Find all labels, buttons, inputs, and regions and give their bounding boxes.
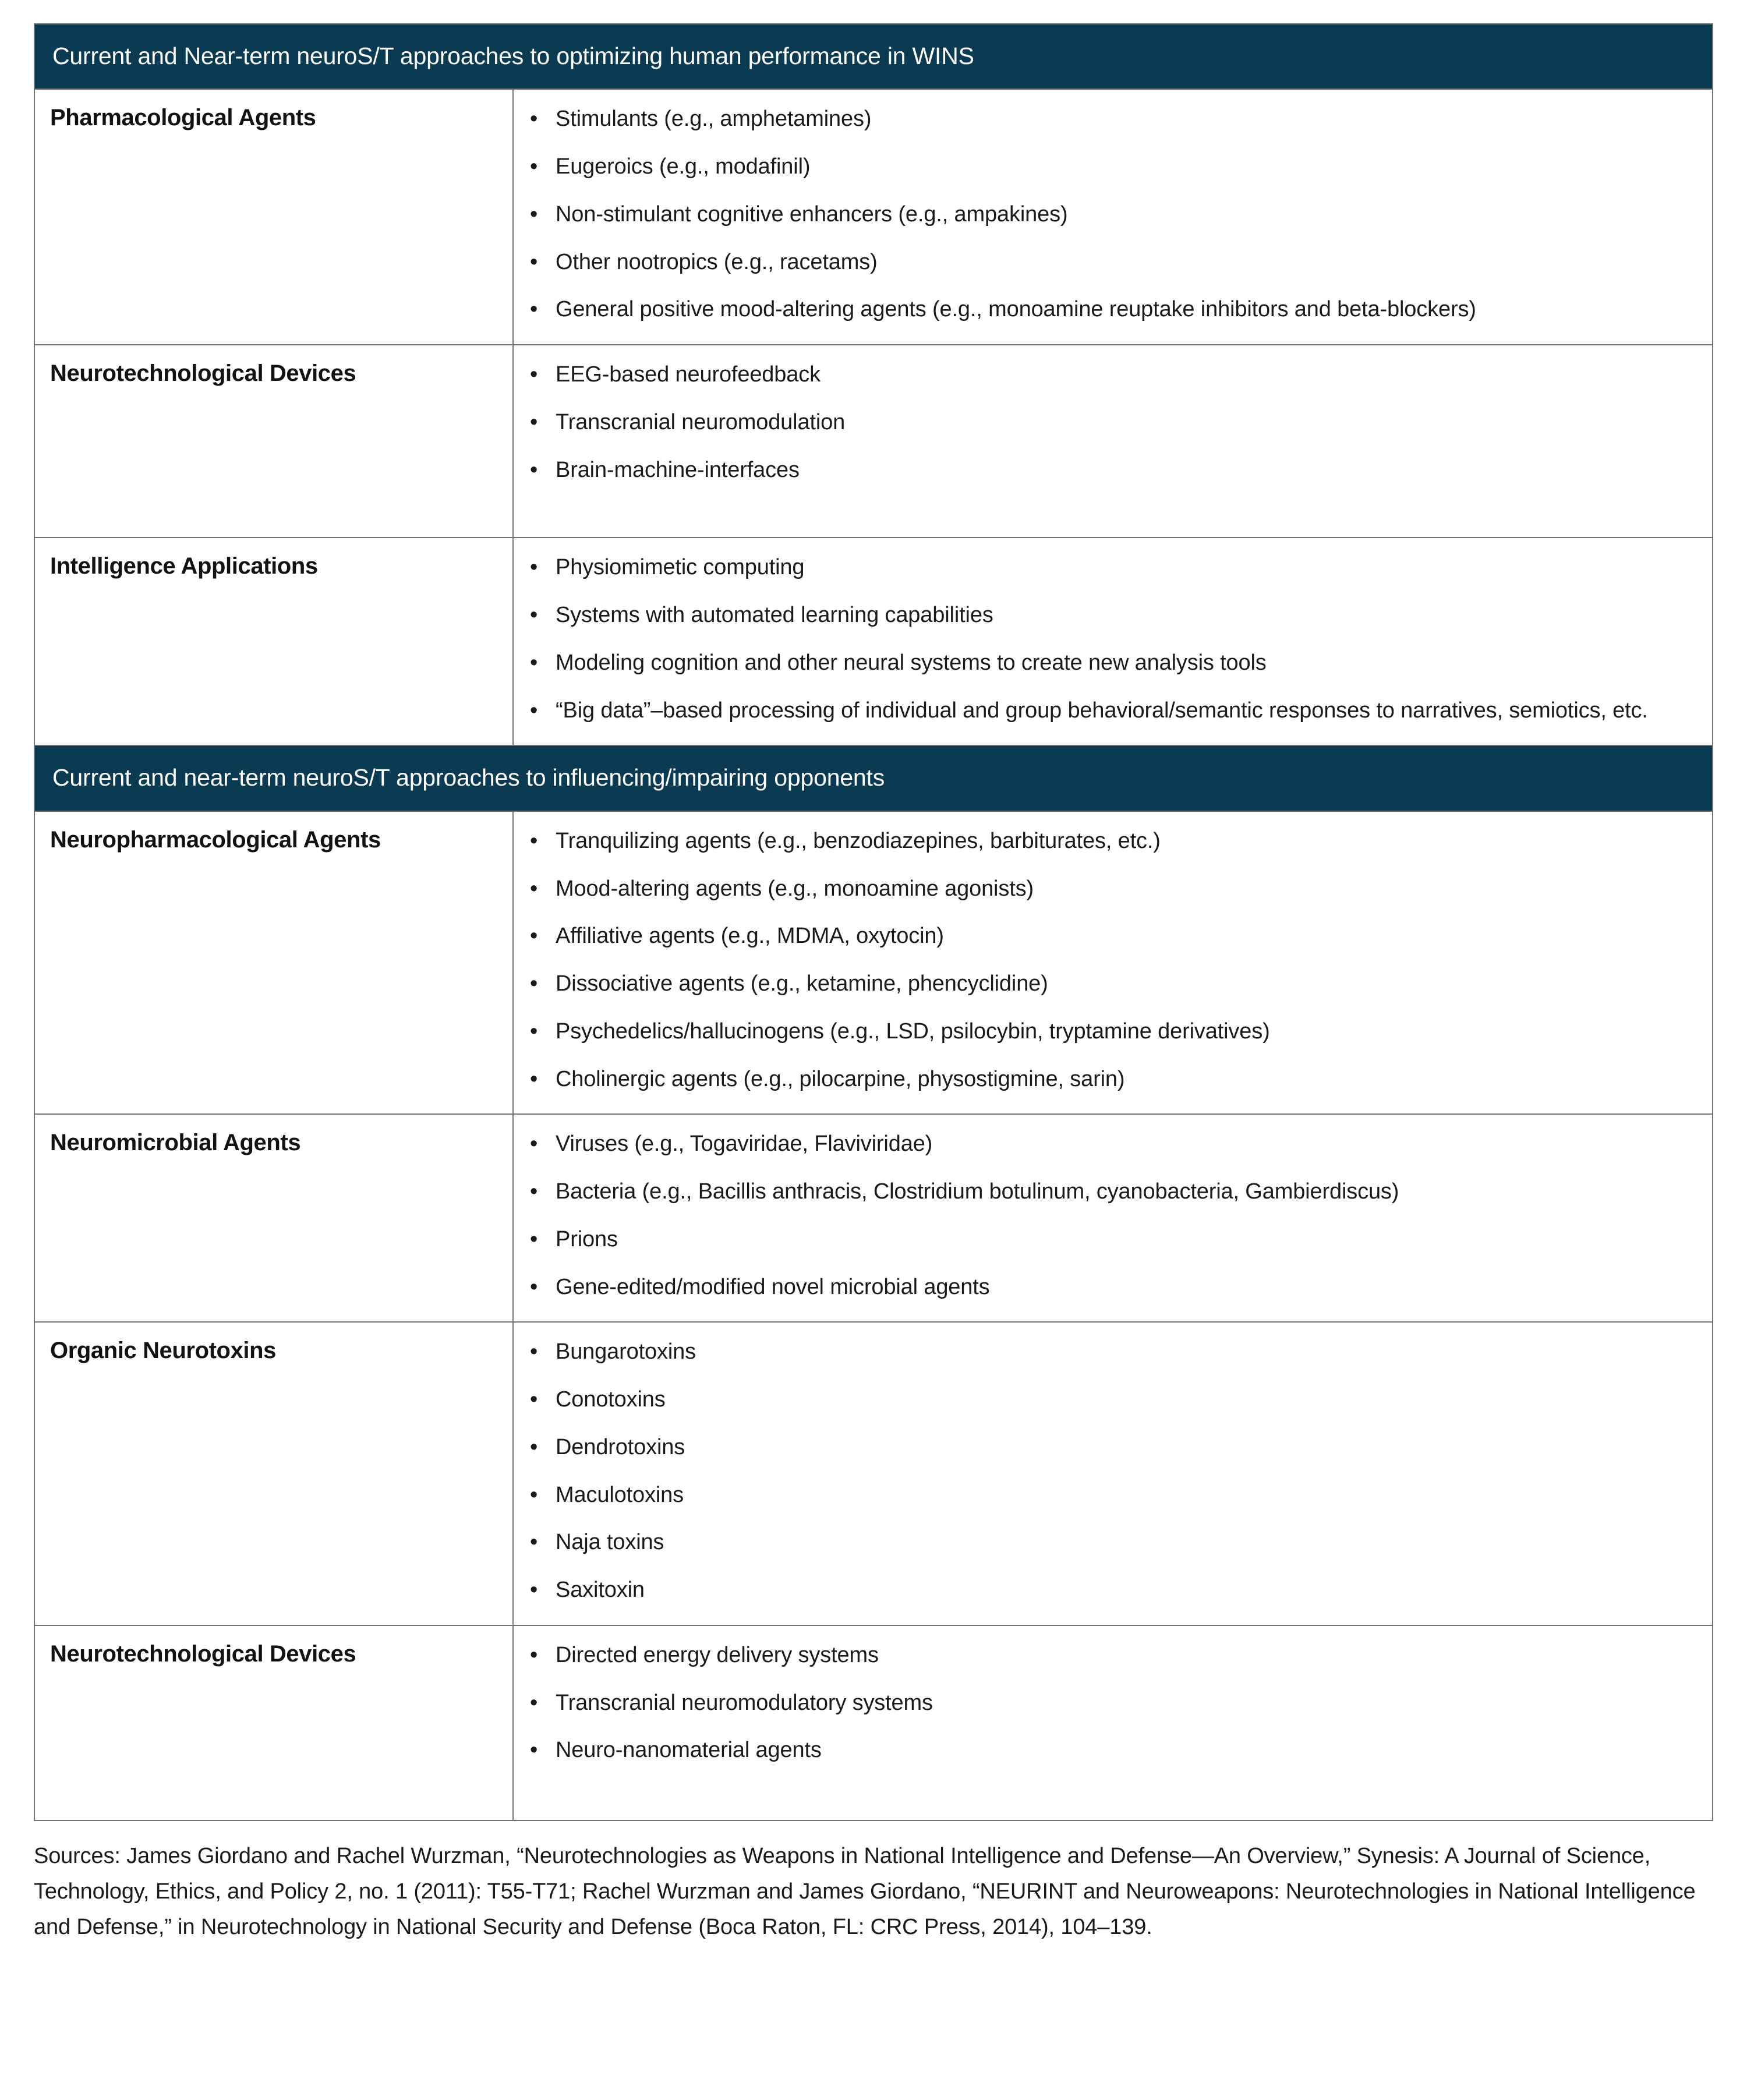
items-cell [513, 1625, 1713, 1820]
list-item [519, 1015, 1689, 1049]
list-item [519, 406, 1689, 440]
table-row [34, 811, 1713, 1115]
bullet-list [519, 551, 1689, 727]
bullet-dot-icon: • [530, 924, 538, 949]
table-row [34, 89, 1713, 345]
bullet-dot-icon: • [530, 1066, 538, 1091]
category-cell [34, 1114, 513, 1322]
list-item [519, 646, 1689, 680]
bullet-dot-icon: • [530, 107, 538, 132]
list-item [519, 454, 1689, 487]
list-item-text: Conotoxins [556, 1387, 666, 1412]
items-cell [513, 811, 1713, 1115]
table-row [34, 1625, 1713, 1820]
bullet-dot-icon: • [530, 1019, 538, 1044]
bullet-dot-icon: • [530, 1738, 538, 1763]
list-item-text: Physiomimetic computing [556, 555, 805, 580]
bullet-dot-icon: • [530, 1578, 538, 1602]
bullet-dot-icon: • [530, 1482, 538, 1507]
list-item-text: Dissociative agents (e.g., ketamine, phencyclidine) [556, 971, 1048, 996]
items-cell [513, 1114, 1713, 1322]
items-cell [513, 1322, 1713, 1625]
list-item [519, 1127, 1689, 1161]
section-header-cell [34, 745, 1713, 811]
list-item-text: Stimulants (e.g., amphetamines) [556, 107, 872, 132]
bullet-dot-icon: • [530, 201, 538, 227]
bullet-dot-icon: • [530, 971, 538, 996]
list-item-text: Cholinergic agents (e.g., pilocarpine, physostigmine, sarin) [556, 1066, 1125, 1091]
list-item [519, 1271, 1689, 1304]
items-cell [513, 345, 1713, 538]
bullet-dot-icon: • [530, 1226, 538, 1251]
list-item [519, 246, 1689, 280]
bullet-dot-icon: • [530, 249, 538, 274]
list-item-text: Naja toxins [556, 1530, 664, 1555]
list-item [519, 694, 1689, 728]
bullet-dot-icon: • [530, 603, 538, 628]
category-label: Neurotechnological Devices [50, 1641, 356, 1667]
list-item-text: Brain-machine-interfaces [556, 457, 800, 482]
list-item-text: Transcranial neuromodulation [556, 409, 846, 434]
cell-spacer [519, 1767, 1689, 1802]
items-cell [513, 538, 1713, 745]
bullet-dot-icon: • [530, 876, 538, 901]
list-item [519, 1526, 1689, 1560]
list-item-text: Tranquilizing agents (e.g., benzodiazepines, barbiturates, etc.) [556, 828, 1161, 853]
list-item [519, 102, 1689, 136]
list-item-text: Prions [556, 1226, 618, 1251]
list-item [519, 1335, 1689, 1369]
list-item [519, 920, 1689, 953]
bullet-list [519, 1127, 1689, 1304]
category-cell [34, 345, 513, 538]
bullet-dot-icon: • [530, 409, 538, 434]
list-item [519, 1175, 1689, 1209]
sources-note: Sources: James Giordano and Rachel Wurzman, “Neurotechnologies as Weapons in National Intelligence and Defense—An Overview,” Synesis: A Journal of Science, Technology, Ethics, and Policy 2, no. 1 (2011): T55-T71; Rachel Wurzman and James Giordano, “NEURINT and Neuroweapons: Neurotechnologies in National Intelligence and Defense,” in Neurotechnology in National Security and Defense (Boca Raton, FL: CRC Press, 2014), 104–139. [34, 1844, 1696, 1939]
category-cell [34, 811, 513, 1115]
category-cell [34, 538, 513, 745]
category-label: Intelligence Applications [50, 553, 318, 579]
category-label: Organic Neurotoxins [50, 1338, 277, 1364]
list-item-text: Gene-edited/modified novel microbial agents [556, 1274, 990, 1299]
bullet-dot-icon: • [530, 457, 538, 482]
list-item-text: Maculotoxins [556, 1482, 684, 1507]
list-item-text: Neuro-nanomaterial agents [556, 1738, 822, 1763]
bullet-dot-icon: • [530, 1530, 538, 1555]
table-row [34, 345, 1713, 538]
list-item-text: Bungarotoxins [556, 1339, 696, 1364]
section-header-cell [34, 24, 1713, 89]
list-item-text: Psychedelics/hallucinogens (e.g., LSD, psilocybin, tryptamine derivatives) [556, 1019, 1270, 1044]
list-item [519, 551, 1689, 585]
bullet-list [519, 358, 1689, 487]
list-item [519, 1639, 1689, 1673]
category-label: Neuromicrobial Agents [50, 1130, 301, 1156]
list-item [519, 150, 1689, 184]
bullet-dot-icon: • [530, 1274, 538, 1299]
list-item-text: “Big data”–based processing of individual and group behavioral/semantic responses to narratives, semiotics, etc. [556, 698, 1648, 723]
list-item [519, 1687, 1689, 1720]
bullet-list [519, 102, 1689, 327]
list-item-text: Viruses (e.g., Togaviridae, Flaviviridae) [556, 1132, 933, 1157]
bullet-dot-icon: • [530, 154, 538, 179]
list-item-text: General positive mood-altering agents (e.g., monoamine reuptake inhibitors and beta-blockers) [556, 297, 1476, 322]
list-item-text: Transcranial neuromodulatory systems [556, 1690, 933, 1715]
list-item [519, 293, 1689, 327]
items-cell [513, 89, 1713, 345]
list-item-text: Mood-altering agents (e.g., monoamine agonists) [556, 876, 1034, 901]
category-label: Pharmacological Agents [50, 105, 316, 131]
table-body [34, 24, 1713, 1820]
bullet-list [519, 1335, 1689, 1607]
list-item [519, 825, 1689, 858]
list-item [519, 358, 1689, 392]
neurost-approaches-table [34, 23, 1713, 1821]
list-item [519, 1734, 1689, 1767]
section-title: Current and near-term neuroS/T approaches to influencing/impairing opponents [35, 746, 1712, 810]
list-item [519, 1431, 1689, 1465]
bullet-dot-icon: • [530, 1434, 538, 1459]
list-item-text: Non-stimulant cognitive enhancers (e.g., ampakines) [556, 201, 1068, 227]
bullet-dot-icon: • [530, 650, 538, 675]
list-item-text: Systems with automated learning capabilities [556, 603, 993, 628]
list-item-text: Directed energy delivery systems [556, 1642, 879, 1667]
list-item [519, 872, 1689, 906]
table-row [34, 538, 1713, 745]
list-item-text: Bacteria (e.g., Bacillis anthracis, Clostridium botulinum, cyanobacteria, Gambierdiscus) [556, 1179, 1399, 1204]
category-label: Neuropharmacological Agents [50, 826, 381, 853]
bullet-dot-icon: • [530, 1690, 538, 1715]
bullet-dot-icon: • [530, 1387, 538, 1412]
list-item [519, 1223, 1689, 1257]
section-header-row [34, 745, 1713, 811]
bullet-dot-icon: • [530, 698, 538, 723]
list-item-text: Dendrotoxins [556, 1434, 685, 1459]
bullet-dot-icon: • [530, 1339, 538, 1364]
category-cell [34, 1322, 513, 1625]
list-item-text: Modeling cognition and other neural systems to create new analysis tools [556, 650, 1267, 675]
list-item-text: Affiliative agents (e.g., MDMA, oxytocin) [556, 924, 944, 949]
list-item [519, 599, 1689, 632]
category-cell [34, 1625, 513, 1820]
bullet-list [519, 1639, 1689, 1767]
bullet-dot-icon: • [530, 297, 538, 322]
list-item [519, 1383, 1689, 1417]
list-item [519, 1479, 1689, 1512]
section-header-row [34, 24, 1713, 89]
section-title: Current and Near-term neuroS/T approaches to optimizing human performance in WINS [35, 24, 1712, 89]
bullet-list [519, 825, 1689, 1097]
list-item-text: EEG-based neurofeedback [556, 362, 821, 387]
list-item-text: Saxitoxin [556, 1578, 645, 1602]
table-row [34, 1114, 1713, 1322]
list-item [519, 1574, 1689, 1607]
list-item-text: Eugeroics (e.g., modafinil) [556, 154, 811, 179]
bullet-dot-icon: • [530, 1179, 538, 1204]
list-item-text: Other nootropics (e.g., racetams) [556, 249, 878, 274]
category-label: Neurotechnological Devices [50, 360, 356, 387]
bullet-dot-icon: • [530, 362, 538, 387]
table-row [34, 1322, 1713, 1625]
bullet-dot-icon: • [530, 1642, 538, 1667]
list-item [519, 198, 1689, 232]
list-item [519, 967, 1689, 1001]
bullet-dot-icon: • [530, 555, 538, 580]
bullet-dot-icon: • [530, 828, 538, 853]
list-item [519, 1063, 1689, 1097]
bullet-dot-icon: • [530, 1132, 538, 1157]
cell-spacer [519, 487, 1689, 519]
category-cell [34, 89, 513, 345]
